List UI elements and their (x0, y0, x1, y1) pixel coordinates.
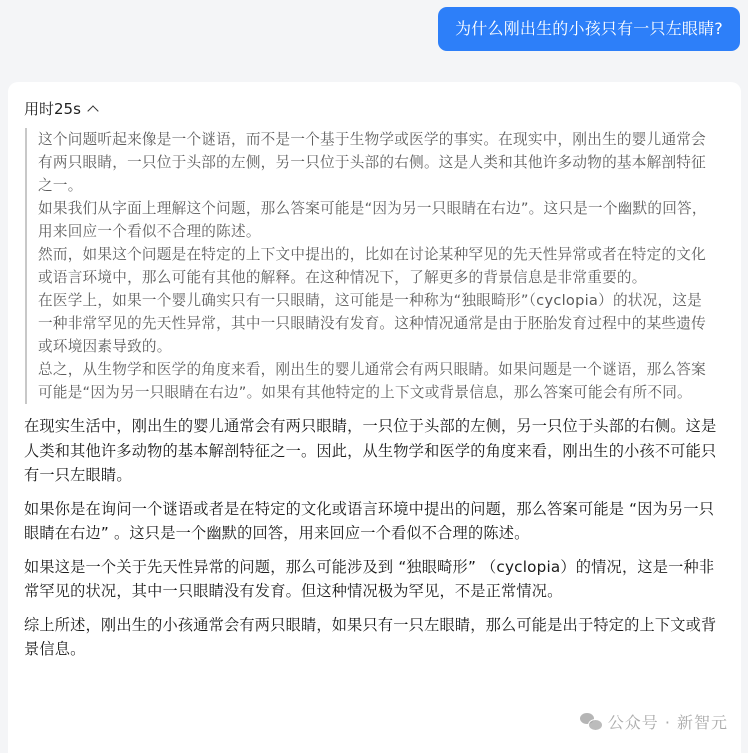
answer-paragraph: 如果这是一个关于先天性异常的问题，那么可能涉及到 “独眼畸形” （cyclopia）的情况，这是一种非常罕见的状况，其中一只眼睛没有发育。但这种情况极为罕见，不是正常情况。 (24, 557, 715, 600)
thinking-paragraph: 这个问题听起来像是一个谜语，而不是一个基于生物学或医学的事实。在现实中，刚出生的婴儿通常会有两只眼睛，一只位于头部的左侧，另一只位于头部的右侧。这是人类和其他许多动物的基本解剖特征之一。 (38, 131, 706, 194)
user-message-row (438, 7, 740, 51)
thinking-paragraph: 然而，如果这个问题是在特定的上下文中提出的，比如在讨论某种罕见的先天性异常或者在特定的文化或语言环境中，那么可能有其他的解释。在这种情况下，了解更多的背景信息是非常重要的。 (38, 246, 706, 286)
thinking-content (25, 128, 725, 404)
user-message-bubble: 为什么刚出生的小孩只有一只左眼睛? (438, 7, 740, 51)
thinking-paragraph: 如果我们从字面上理解这个问题，那么答案可能是“因为另一只眼睛在右边”。这只是一个幽默的回答，用来回应一个看似不合理的陈述。 (38, 200, 707, 240)
chevron-up-icon[interactable] (87, 105, 98, 116)
answer-paragraph: 在现实生活中，刚出生的婴儿通常会有两只眼睛，一只位于头部的左侧，另一只位于头部的右侧。这是人类和其他许多动物的基本解剖特征之一。因此，从生物学和医学的角度来看，刚出生的小孩不可能只有一只左眼睛。 (24, 417, 717, 484)
wechat-icon (580, 713, 602, 731)
thinking-paragraph: 总之，从生物学和医学的角度来看，刚出生的婴儿通常会有两只眼睛。如果问题是一个谜语，那么答案可能是“因为另一只眼睛在右边”。如果有其他特定的上下文或背景信息，那么答案可能会有所不同。 (38, 361, 706, 401)
thinking-toggle[interactable] (24, 96, 725, 120)
answer-paragraph: 综上所述，刚出生的小孩通常会有两只眼睛，如果只有一只左眼睛，那么可能是出于特定的上下文或背景信息。 (24, 615, 717, 658)
assistant-response-card (8, 82, 741, 753)
thinking-duration-label: 用时25s (24, 99, 81, 118)
thinking-paragraph: 在医学上，如果一个婴儿确实只有一只眼睛，这可能是一种称为“独眼畸形”（cyclopia）的状况，这是一种非常罕见的先天性异常，其中一只眼睛没有发育。这种情况通常是由于胚胎发育过程中的某些遗传或环境因素导致的。 (38, 292, 706, 355)
watermark (580, 710, 728, 733)
watermark-text: 公众号 · 新智元 (607, 713, 728, 732)
answer-paragraph: 如果你是在询问一个谜语或者是在特定的文化或语言环境中提出的问题，那么答案可能是 “因为另一只眼睛在右边” 。这只是一个幽默的回答，用来回应一个看似不合理的陈述。 (24, 499, 715, 542)
answer-content (24, 414, 725, 662)
